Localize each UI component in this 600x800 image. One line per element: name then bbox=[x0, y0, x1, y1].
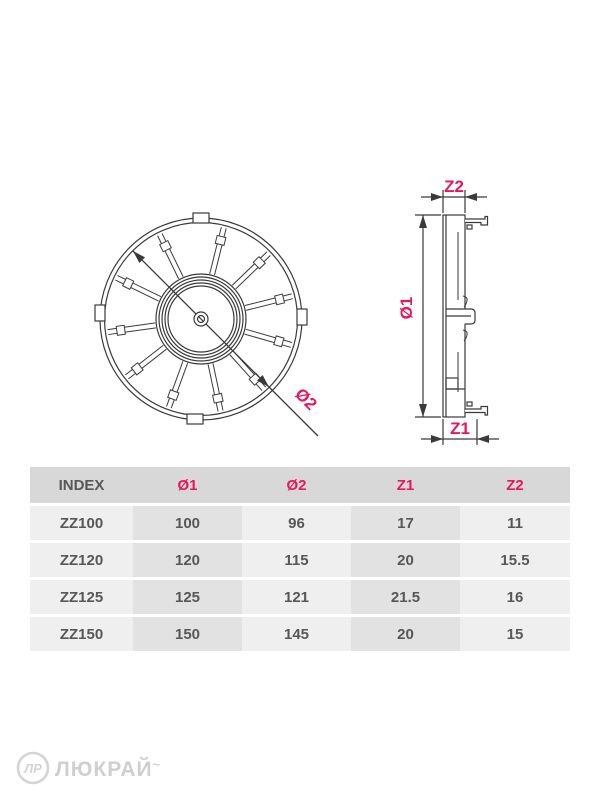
dim-arrow-left-icon bbox=[465, 193, 477, 201]
header-z1: Z1 bbox=[351, 467, 460, 503]
dimensions-table bbox=[30, 464, 570, 654]
dim-arrow-right-icon bbox=[431, 193, 443, 201]
logo-wordmark: ЛЮКРАЙ bbox=[55, 758, 153, 781]
side-top-width-label: Z2 bbox=[444, 177, 464, 196]
table-row bbox=[30, 580, 570, 614]
header-o1: Ø1 bbox=[133, 467, 242, 503]
logo-trademark: ~ bbox=[152, 756, 161, 772]
header-z2: Z2 bbox=[460, 467, 570, 503]
cell-o2: 121 bbox=[242, 580, 351, 614]
side-height-label: Ø1 bbox=[397, 296, 416, 320]
cell-o2: 96 bbox=[242, 506, 351, 540]
side-view bbox=[397, 177, 499, 445]
cell-o2: 145 bbox=[242, 617, 351, 651]
cell-z2: 15.5 bbox=[460, 543, 570, 577]
header-o2: Ø2 bbox=[242, 467, 351, 503]
logo-monogram: ЛР bbox=[24, 761, 42, 776]
side-body bbox=[443, 215, 488, 417]
dim-arrow-right-icon bbox=[431, 435, 443, 443]
table-row bbox=[30, 506, 570, 540]
z1-dimension bbox=[421, 419, 499, 445]
cell-z1: 20 bbox=[351, 543, 460, 577]
side-bottom-width-label: Z1 bbox=[450, 419, 470, 438]
table-header-row bbox=[30, 467, 570, 503]
cell-index: ZZ150 bbox=[30, 617, 133, 651]
cell-z1: 21.5 bbox=[351, 580, 460, 614]
cell-index: ZZ125 bbox=[30, 580, 133, 614]
side-bottom-clip bbox=[465, 402, 488, 415]
logo bbox=[10, 738, 190, 796]
front-diameter-label: Ø2 bbox=[291, 384, 321, 414]
cell-o1: 120 bbox=[133, 543, 242, 577]
cell-z2: 11 bbox=[460, 506, 570, 540]
table-row bbox=[30, 543, 570, 577]
o1-dimension bbox=[397, 215, 441, 417]
cell-z2: 16 bbox=[460, 580, 570, 614]
dim-arrow-down-icon bbox=[419, 404, 427, 417]
logo-emblem-icon bbox=[18, 753, 48, 783]
front-diameter-dimension bbox=[133, 251, 321, 436]
header-index: INDEX bbox=[30, 467, 133, 503]
hub-center-screw bbox=[194, 312, 208, 326]
cell-z2: 15 bbox=[460, 617, 570, 651]
cell-o1: 150 bbox=[133, 617, 242, 651]
cell-o1: 100 bbox=[133, 506, 242, 540]
cell-z1: 20 bbox=[351, 617, 460, 651]
z2-dimension bbox=[421, 177, 487, 213]
cell-o1: 125 bbox=[133, 580, 242, 614]
front-view bbox=[95, 213, 321, 436]
cell-index: ZZ120 bbox=[30, 543, 133, 577]
cell-z1: 17 bbox=[351, 506, 460, 540]
dim-arrow-left-icon bbox=[477, 435, 489, 443]
cell-index: ZZ100 bbox=[30, 506, 133, 540]
side-top-clip bbox=[465, 217, 488, 230]
table-row bbox=[30, 617, 570, 651]
cell-o2: 115 bbox=[242, 543, 351, 577]
dim-arrow-up-icon bbox=[419, 215, 427, 228]
